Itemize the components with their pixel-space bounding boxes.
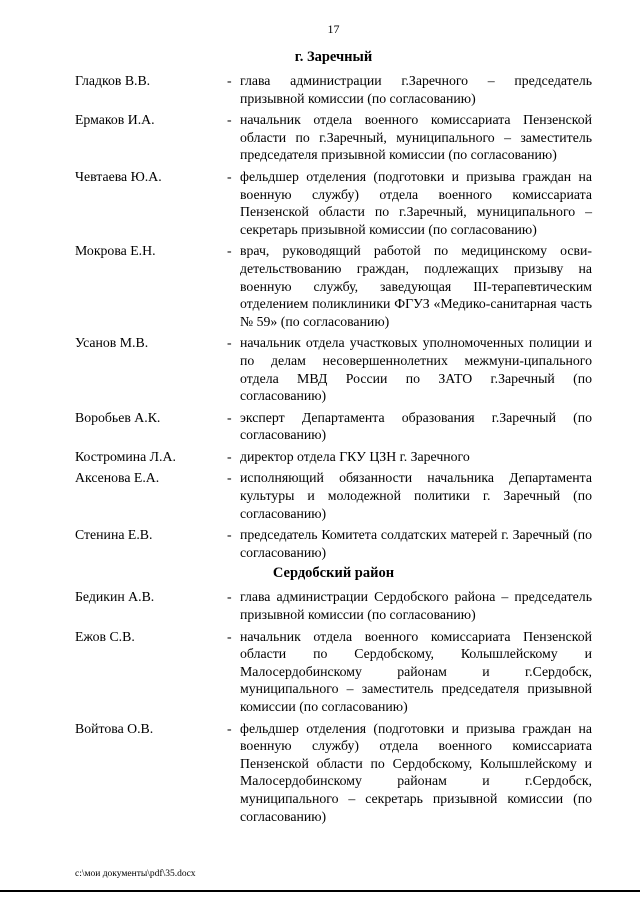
dash-separator: -	[227, 628, 232, 644]
dash-separator: -	[227, 243, 232, 259]
list-item	[75, 242, 592, 330]
dash-separator: -	[227, 112, 232, 128]
dash-separator: -	[227, 409, 232, 425]
list-item	[75, 72, 592, 107]
person-role: фельдшер отделения (подготовки и призыва граждан на военную службу) отдела военного комиссариата Пензенской области по г.Заречный, муниципального –секретарь призывной комиссии (по согласованию)	[240, 168, 592, 237]
person-role: начальник отдела участковых уполномоченных полиции и по делам несовершеннолетних межмуни-ципального отдела МВД России по ЗАТО г.Заречный (по согласованию)	[240, 335, 592, 404]
section-zarechny	[75, 49, 592, 561]
person-role: глава администрации Сердобского района – председатель призывной комиссии (по согласованию)	[240, 589, 592, 623]
person-name: Аксенова Е.А.	[75, 470, 160, 486]
list-item	[75, 588, 592, 623]
list-item	[75, 628, 592, 716]
footer-file-path: с:\мои документы\pdf\35.docx	[75, 869, 196, 879]
dash-separator: -	[227, 73, 232, 88]
person-name: Чевтаева Ю.А.	[75, 168, 162, 184]
person-name: Воробьев А.К.	[75, 409, 161, 425]
person-role: глава администрации г.Заречного – председатель призывной комиссии (по согласованию)	[240, 73, 592, 106]
person-role: директор отдела ГКУ ЦЗН г. Заречного	[240, 448, 470, 464]
person-name: Усанов М.В.	[75, 335, 149, 351]
person-role: начальник отдела военного комиссариата Пензенской области по г.Заречный, муниципального – заместитель председателя призывной комиссии (по согласованию)	[240, 112, 592, 163]
page-number: 17	[327, 22, 340, 36]
person-name: Ермаков И.А.	[75, 112, 155, 128]
dash-separator: -	[227, 335, 232, 351]
section-heading: Сердобский район	[272, 565, 395, 582]
person-role: начальник отдела военного комиссариата Пензенской области по Сердобскому, Колышлейскому и Малосердобинскому районам и г.Сердобск, муниципального – заместитель председателя призывной комиссии (по согласованию)	[240, 628, 592, 714]
section-serdobsky	[75, 565, 592, 825]
section-heading: г. Заречный	[294, 49, 373, 65]
dash-separator: -	[227, 168, 232, 184]
person-name: Костромина Л.А.	[75, 448, 176, 464]
person-name: Гладков В.В.	[75, 73, 151, 88]
person-role: эксперт Департамента образования г.Заречный (по согласованию)	[240, 409, 592, 443]
person-name: Войтова О.В.	[75, 720, 154, 736]
dash-separator: -	[227, 448, 232, 464]
person-role: исполняющий обязанности начальника Департамента культуры и молодежной политики г. Заречный (по согласованию)	[240, 470, 592, 521]
list-item	[75, 526, 592, 561]
page-border-line	[0, 890, 640, 892]
list-item	[75, 111, 592, 164]
dash-separator: -	[227, 470, 232, 486]
list-item	[75, 720, 592, 826]
person-name: Бедикин А.В.	[75, 589, 155, 605]
list-item	[75, 469, 592, 522]
list-item	[75, 448, 592, 466]
dash-separator: -	[227, 589, 232, 605]
person-role: фельдшер отделения (подготовки и призыва граждан на военную службу) отдела военного комиссариата Пензенской области по Сердобскому, Колышлейскому и Малосердобинскому районам и г.Сердобск, муниципального – секретарь призывной комиссии (по согласованию)	[240, 720, 592, 824]
person-role: врач, руководящий работой по медицинскому осви-детельствованию граждан, подлежащих призыву на военную службу, заведующая III-терапевтическим отделением поликлиники ФГУЗ «Медико-санитарная часть № 59» (по согласованию)	[240, 243, 592, 329]
person-name: Мокрова Е.Н.	[75, 243, 156, 259]
person-name: Стенина Е.В.	[75, 527, 153, 543]
dash-separator: -	[227, 527, 232, 543]
person-name: Ежов С.В.	[75, 628, 135, 644]
list-item	[75, 168, 592, 238]
list-item	[75, 334, 592, 404]
person-role: председатель Комитета солдатских матерей г. Заречный (по согласованию)	[240, 527, 592, 560]
list-item	[75, 409, 592, 444]
dash-separator: -	[227, 720, 232, 736]
